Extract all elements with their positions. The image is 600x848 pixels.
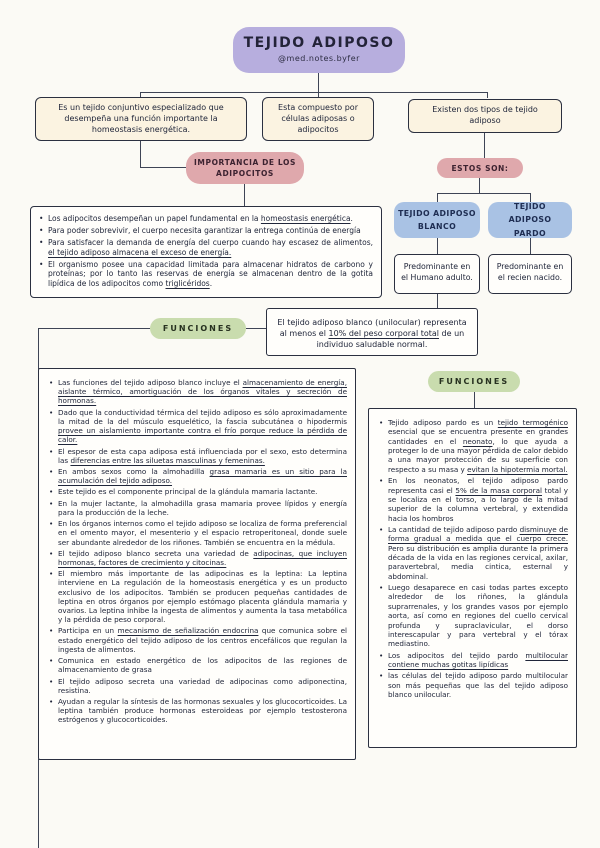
bullet-item: • Ayudan a regular la síntesis de las hormonas sexuales y los glucocorticoides. La leptina también produce hormonas esteroideas por ejemplo testosterona estrógenos y glucocorticoides. bbox=[47, 697, 347, 725]
bullet-item: • Comunica en estado energético de los adipocitos de las regiones de almacenamiento de grasa bbox=[47, 656, 347, 674]
bullet-item: • En ambos sexos como la almohadilla grasa mamaria es un sitio para la acumulación del tejido adiposo. bbox=[47, 467, 347, 485]
funciones-blanco-label: FUNCIONES bbox=[162, 324, 234, 333]
bullet-item: • Luego desaparece en casi todas partes excepto alrededor de los riñones, la glándula suprarrenales, y los grandes vasos por ejemplo aorta, así como en regiones del cuello cervical profunda y supraclavicular, el dorso interescapular y para vertebral y el tórax mediastino. bbox=[377, 583, 568, 649]
composition-box bbox=[262, 97, 374, 141]
predominante-neonato-box bbox=[488, 254, 572, 294]
predominante-adulto-box bbox=[394, 254, 480, 294]
bullet-item: • En los neonatos, el tejido adiposo pardo representa casi el 5% de la masa corporal total y se localiza en el torso, a lo largo de la mitad superior de la columna vertebral, y extendida hacia los hombros bbox=[377, 476, 568, 523]
bullet-item: • Para satisfacer la demanda de energía del cuerpo cuando hay escasez de alimentos, el tejido adiposo almacena el exceso de energía. bbox=[37, 238, 373, 258]
bullet-item: • El espesor de esta capa adiposa está influenciada por el sexo, esto determina las diferencias entre las siluetas masculinas y femeninas. bbox=[47, 447, 347, 465]
title-pill bbox=[233, 27, 405, 73]
connector-line bbox=[140, 92, 488, 93]
connector-line bbox=[140, 138, 141, 168]
bullet-item: • En la mujer lactante, la almohadilla grasa mamaria provee lípidos y energía para la producción de la leche. bbox=[47, 499, 347, 517]
funciones-pardo-box bbox=[368, 408, 577, 748]
funciones-pardo-label: FUNCIONES bbox=[438, 377, 510, 386]
bullet-item: • Este tejido es el componente principal de la glándula mamaria lactante. bbox=[47, 487, 347, 496]
connector-line bbox=[38, 759, 39, 848]
bullet-item: • El tejido adiposo secreta una variedad de adipocinas como adiponectina, resistina. bbox=[47, 677, 347, 695]
definition-box bbox=[35, 97, 247, 141]
estos-son-pill bbox=[437, 158, 523, 178]
bullet-item: • Participa en un mecanismo de señalización endocrina que comunica sobre el estado energético del tejido adiposo de los centros encefálicos que regulan la ingesta de alimentos. bbox=[47, 626, 347, 654]
funciones-pardo-pill bbox=[428, 371, 520, 392]
tejido-blanco-pill bbox=[394, 202, 480, 238]
connector-line bbox=[38, 328, 39, 369]
page-title: TEJIDO ADIPOSO bbox=[243, 35, 395, 51]
types-text: Existen dos tipos de tejido adiposo bbox=[432, 105, 538, 125]
bullet-item: • las células del tejido adiposo pardo multilocular son más pequeñas que las del tejido adiposo blanco unilocular. bbox=[377, 671, 568, 699]
bullet-item: • El tejido adiposo blanco secreta una variedad de adipocinas, que incluyen hormonas, factores de crecimiento y citocinas. bbox=[47, 549, 347, 567]
funciones-blanco-pill bbox=[150, 318, 246, 339]
connector-line bbox=[244, 183, 245, 207]
bullet-item: • En los órganos internos como el tejido adiposo se localiza de forma preferencial en el omento mayor, el mesenterio y el espacio retroperitoneal, donde suele ser abundante alrededor de los riñones. También se encuentra en la médula. bbox=[47, 519, 347, 547]
unilocular-box: El tejido adiposo blanco (unilocular) representa al menos el 10% del peso corporal total de un individuo saludable normal. bbox=[266, 308, 478, 356]
tejido-pardo-pill bbox=[488, 202, 572, 238]
importancia-bullets-box bbox=[30, 206, 382, 298]
bullet-item: • Tejido adiposo pardo es un tejido termogénico esencial que se encuentra presente en grandes cantidades en el neonato, lo que ayuda a proteger lo de una mayor pérdida de calor debido a una mayor protección de su superficie con respecto a su masa y evitan la hipotermia mortal. bbox=[377, 418, 568, 474]
author-handle: @med.notes.byfer bbox=[278, 54, 360, 63]
connector-line bbox=[246, 328, 266, 329]
bullet-item: • Las funciones del tejido adiposo blanco incluye el almacenamiento de energía, aislante térmico, amortiguación de los órganos vitales y secreción de hormonas. bbox=[47, 378, 347, 406]
connector-line bbox=[38, 328, 150, 329]
funciones-blanco-box bbox=[38, 368, 356, 760]
bullet-item: • Los adipocitos del tejido pardo multilocular contiene muchas gotitas lipídicas bbox=[377, 651, 568, 670]
tejido-pardo-label: TEJIDO ADIPOSO PARDO bbox=[508, 202, 552, 238]
estos-son-label: ESTOS SON: bbox=[451, 163, 509, 173]
importancia-pill bbox=[186, 152, 304, 184]
bullet-item: • El organismo posee una capacidad limitada para almacenar hidratos de carbono y proteínas; por lo tanto las reservas de energía se almacenan dentro de la gotita lipídica de los adipocitos como triglicéridos. bbox=[37, 260, 373, 290]
bullet-item: • Los adipocitos desempeñan un papel fundamental en la homeostasis energética. bbox=[37, 214, 373, 224]
bullet-item: • Dado que la conductividad térmica del tejido adiposo es sólo aproximadamente la mitad de la del músculo esquelético, la fascia subcutánea o hipodermis provee un aislamiento importante contra el frío porque reduce la pérdida de calor. bbox=[47, 408, 347, 445]
connector-line bbox=[318, 73, 319, 93]
connector-line bbox=[479, 178, 480, 194]
connector-line bbox=[437, 193, 531, 194]
predominante-adulto-text: Predominante en el Humano adulto. bbox=[401, 262, 473, 282]
connector-line bbox=[487, 92, 488, 98]
bullet-item: • La cantidad de tejido adiposo pardo disminuye de forma gradual a medida que el cuerpo crece. Pero su distribución es amplia durante la primera década de la vida en las regiones cervical, axilar, paravertebral, media cintica, esternal y abdominal. bbox=[377, 525, 568, 581]
types-box bbox=[408, 99, 562, 133]
connector-line bbox=[437, 293, 438, 309]
composition-text: Esta compuesto por células adiposas o adipocitos bbox=[278, 103, 358, 134]
connector-line bbox=[484, 132, 485, 158]
connector-line bbox=[140, 167, 187, 168]
predominante-neonato-text: Predominante en el recien nacido. bbox=[496, 262, 564, 282]
definition-text: Es un tejido conjuntivo especializado que desempeña una función importante la homeostasis energética. bbox=[58, 103, 224, 134]
bullet-item: • Para poder sobrevivir, el cuerpo necesita garantizar la entrega continúa de energía bbox=[37, 226, 373, 236]
bullet-item: • El miembro más importante de las adipocinas es la leptina: La leptina interviene en La regulación de la homeostasis energética y es un producto exclusivo de los adipocitos. También se producen pequeñas cantidades de leptina en otros órganos por ejemplo estómago placenta glándula mamaria y ovarios. La leptina inhibe la ingesta de alimentos y aumenta la tasa metabólica y la pérdida de peso corporal. bbox=[47, 569, 347, 624]
connector-line bbox=[437, 237, 438, 255]
importancia-label: IMPORTANCIA DE LOS ADIPOCITOS bbox=[194, 157, 296, 178]
tejido-blanco-label: TEJIDO ADIPOSO BLANCO bbox=[398, 208, 476, 231]
connector-line bbox=[474, 391, 475, 409]
